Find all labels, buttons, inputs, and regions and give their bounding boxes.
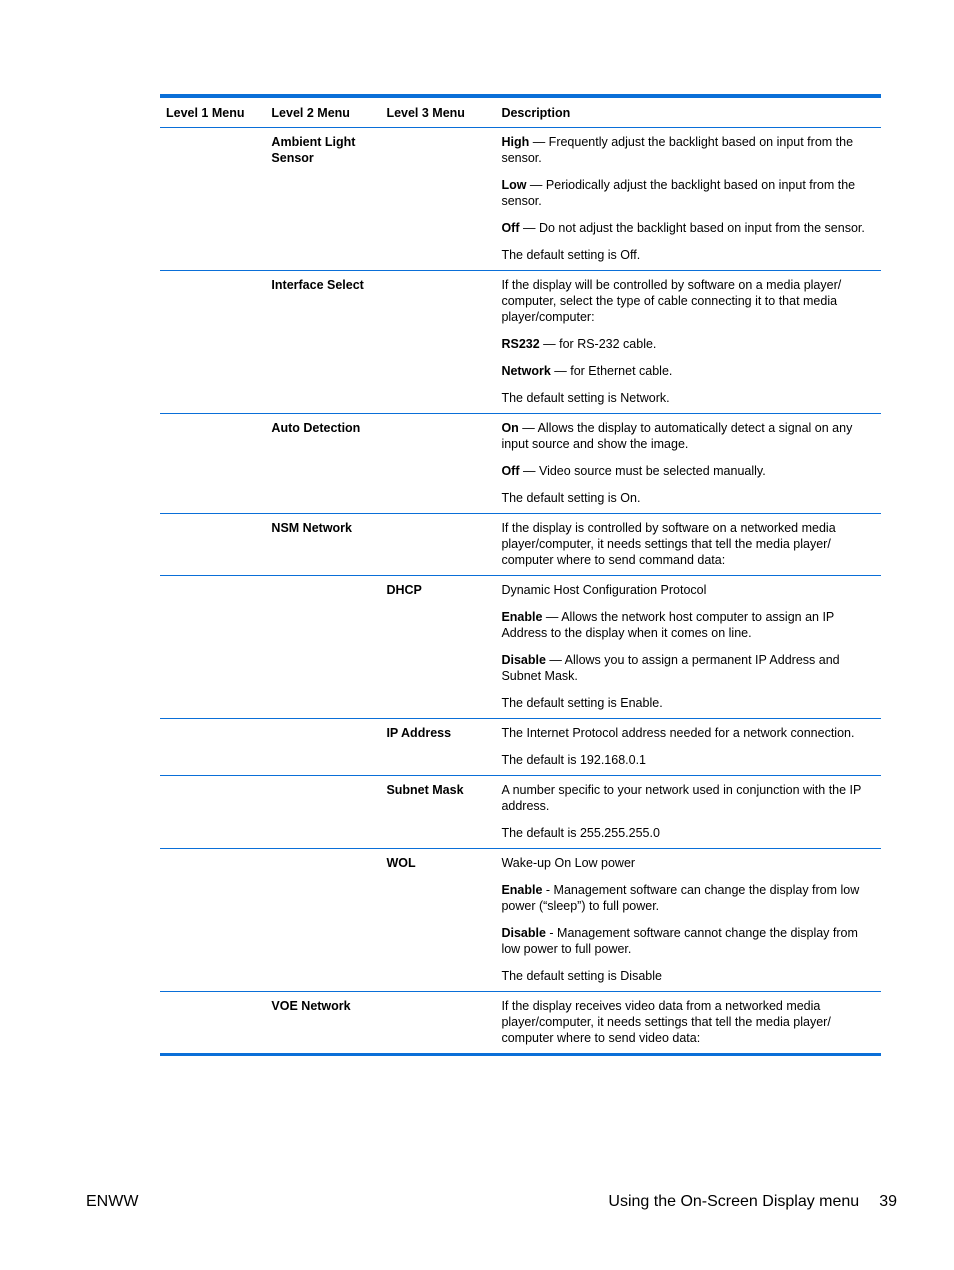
description-paragraph bbox=[501, 609, 875, 641]
option-text: — Allows you to assign a permanent IP Address and Subnet Mask. bbox=[501, 653, 840, 683]
description-paragraph bbox=[501, 336, 875, 352]
table-row bbox=[160, 719, 881, 776]
option-text: — Frequently adjust the backlight based on input from the sensor. bbox=[501, 135, 854, 165]
page-number: 39 bbox=[879, 1193, 897, 1210]
option-text: The default setting is Disable bbox=[501, 969, 662, 983]
footer-doc-code: ENWW bbox=[86, 1193, 139, 1210]
option-text: The Internet Protocol address needed for a network connection. bbox=[501, 726, 855, 740]
cell-level2 bbox=[265, 849, 380, 992]
option-name: Low bbox=[501, 178, 527, 192]
cell-description bbox=[495, 776, 881, 849]
description-paragraph bbox=[501, 463, 875, 479]
cell-level3: Subnet Mask bbox=[380, 776, 495, 849]
cell-level1 bbox=[160, 992, 265, 1055]
header-level2: Level 2 Menu bbox=[265, 96, 380, 128]
option-text: — Video source must be selected manually. bbox=[519, 464, 766, 478]
cell-level3 bbox=[380, 992, 495, 1055]
option-name: RS232 bbox=[501, 337, 540, 351]
option-text: Wake-up On Low power bbox=[501, 856, 636, 870]
table-row bbox=[160, 128, 881, 271]
cell-description bbox=[495, 576, 881, 719]
description-paragraph bbox=[501, 177, 875, 209]
description-paragraph bbox=[501, 882, 875, 914]
option-name: Off bbox=[501, 221, 520, 235]
description-paragraph bbox=[501, 420, 875, 452]
option-name: Enable bbox=[501, 610, 543, 624]
footer-section-title: Using the On-Screen Display menu bbox=[608, 1193, 860, 1210]
description-paragraph bbox=[501, 855, 875, 871]
description-paragraph bbox=[501, 220, 875, 236]
option-text: If the display will be controlled by software on a media player/ computer, select the type of cable connecting it to that media player/computer: bbox=[501, 278, 842, 324]
header-level1: Level 1 Menu bbox=[160, 96, 265, 128]
cell-level1 bbox=[160, 514, 265, 576]
option-text: A number specific to your network used in conjunction with the IP address. bbox=[501, 783, 862, 813]
description-paragraph bbox=[501, 490, 875, 506]
description-paragraph bbox=[501, 782, 875, 814]
cell-level3 bbox=[380, 271, 495, 414]
cell-level2: Interface Select bbox=[265, 271, 380, 414]
description-paragraph bbox=[501, 998, 875, 1046]
option-text: The default setting is Off. bbox=[501, 248, 641, 262]
cell-description bbox=[495, 849, 881, 992]
option-text: If the display is controlled by software on a networked media player/computer, it needs settings that tell the media player/ computer where to send command data: bbox=[501, 521, 836, 567]
description-paragraph bbox=[501, 390, 875, 406]
cell-level3: IP Address bbox=[380, 719, 495, 776]
cell-description bbox=[495, 414, 881, 514]
description-paragraph bbox=[501, 277, 875, 325]
option-text: — Allows the network host computer to assign an IP Address to the display when it comes on line. bbox=[501, 610, 835, 640]
table-row bbox=[160, 849, 881, 992]
description-paragraph bbox=[501, 134, 875, 166]
table-row bbox=[160, 271, 881, 414]
header-level3: Level 3 Menu bbox=[380, 96, 495, 128]
cell-level3: WOL bbox=[380, 849, 495, 992]
cell-description bbox=[495, 128, 881, 271]
cell-description bbox=[495, 992, 881, 1055]
footer-section bbox=[608, 1191, 897, 1213]
description-paragraph bbox=[501, 925, 875, 957]
option-text: — Periodically adjust the backlight based on input from the sensor. bbox=[501, 178, 856, 208]
cell-level2: Ambient Light Sensor bbox=[271, 135, 356, 165]
header-description: Description bbox=[495, 96, 881, 128]
table-row bbox=[160, 414, 881, 514]
description-paragraph bbox=[501, 695, 875, 711]
option-name: Disable bbox=[501, 653, 546, 667]
description-paragraph bbox=[501, 825, 875, 841]
option-text: The default setting is Enable. bbox=[501, 696, 663, 710]
cell-level1 bbox=[160, 849, 265, 992]
option-name: Network bbox=[501, 364, 551, 378]
description-paragraph bbox=[501, 247, 875, 263]
description-paragraph bbox=[501, 725, 875, 741]
option-text: The default is 255.255.255.0 bbox=[501, 826, 660, 840]
cell-description bbox=[495, 271, 881, 414]
option-text: - Management software cannot change the display from low power to full power. bbox=[501, 926, 858, 956]
option-text: Dynamic Host Configuration Protocol bbox=[501, 583, 707, 597]
option-name: Enable bbox=[501, 883, 543, 897]
option-text: - Management software can change the display from low power (“sleep”) to full power. bbox=[501, 883, 860, 913]
menu-table bbox=[160, 94, 881, 1056]
option-name: Off bbox=[501, 464, 520, 478]
cell-description bbox=[495, 719, 881, 776]
cell-description bbox=[495, 514, 881, 576]
option-text: — Do not adjust the backlight based on input from the sensor. bbox=[519, 221, 865, 235]
option-text: The default setting is Network. bbox=[501, 391, 670, 405]
description-paragraph bbox=[501, 652, 875, 684]
option-text: — Allows the display to automatically detect a signal on any input source and show the image. bbox=[501, 421, 853, 451]
option-text: The default setting is On. bbox=[501, 491, 641, 505]
description-paragraph bbox=[501, 582, 875, 598]
description-paragraph bbox=[501, 752, 875, 768]
table-row bbox=[160, 514, 881, 576]
cell-level3 bbox=[380, 514, 495, 576]
description-paragraph bbox=[501, 968, 875, 984]
page-footer bbox=[0, 1191, 954, 1213]
option-text: If the display receives video data from a networked media player/computer, it needs settings that tell the media player/ computer where to send video data: bbox=[501, 999, 831, 1045]
table-row bbox=[160, 992, 881, 1055]
cell-level1 bbox=[160, 576, 265, 719]
cell-level3 bbox=[380, 128, 495, 271]
cell-level2 bbox=[265, 576, 380, 719]
option-name: High bbox=[501, 135, 530, 149]
option-text: — for RS-232 cable. bbox=[539, 337, 657, 351]
cell-level1 bbox=[160, 414, 265, 514]
cell-level1 bbox=[160, 271, 265, 414]
cell-level3 bbox=[380, 414, 495, 514]
table-header bbox=[160, 96, 881, 128]
cell-level1 bbox=[160, 128, 265, 271]
table-row bbox=[160, 576, 881, 719]
cell-level3: DHCP bbox=[380, 576, 495, 719]
cell-level1 bbox=[160, 719, 265, 776]
cell-level2: VOE Network bbox=[265, 992, 380, 1055]
table-row bbox=[160, 776, 881, 849]
option-text: — for Ethernet cable. bbox=[550, 364, 673, 378]
description-paragraph bbox=[501, 363, 875, 379]
cell-level1 bbox=[160, 776, 265, 849]
cell-level2: Auto Detection bbox=[265, 414, 380, 514]
option-text: The default is 192.168.0.1 bbox=[501, 753, 647, 767]
description-paragraph bbox=[501, 520, 875, 568]
cell-level2: NSM Network bbox=[265, 514, 380, 576]
cell-level2 bbox=[265, 776, 380, 849]
cell-level2 bbox=[265, 719, 380, 776]
option-name: Disable bbox=[501, 926, 546, 940]
option-name: On bbox=[501, 421, 519, 435]
table-body bbox=[160, 128, 881, 1055]
